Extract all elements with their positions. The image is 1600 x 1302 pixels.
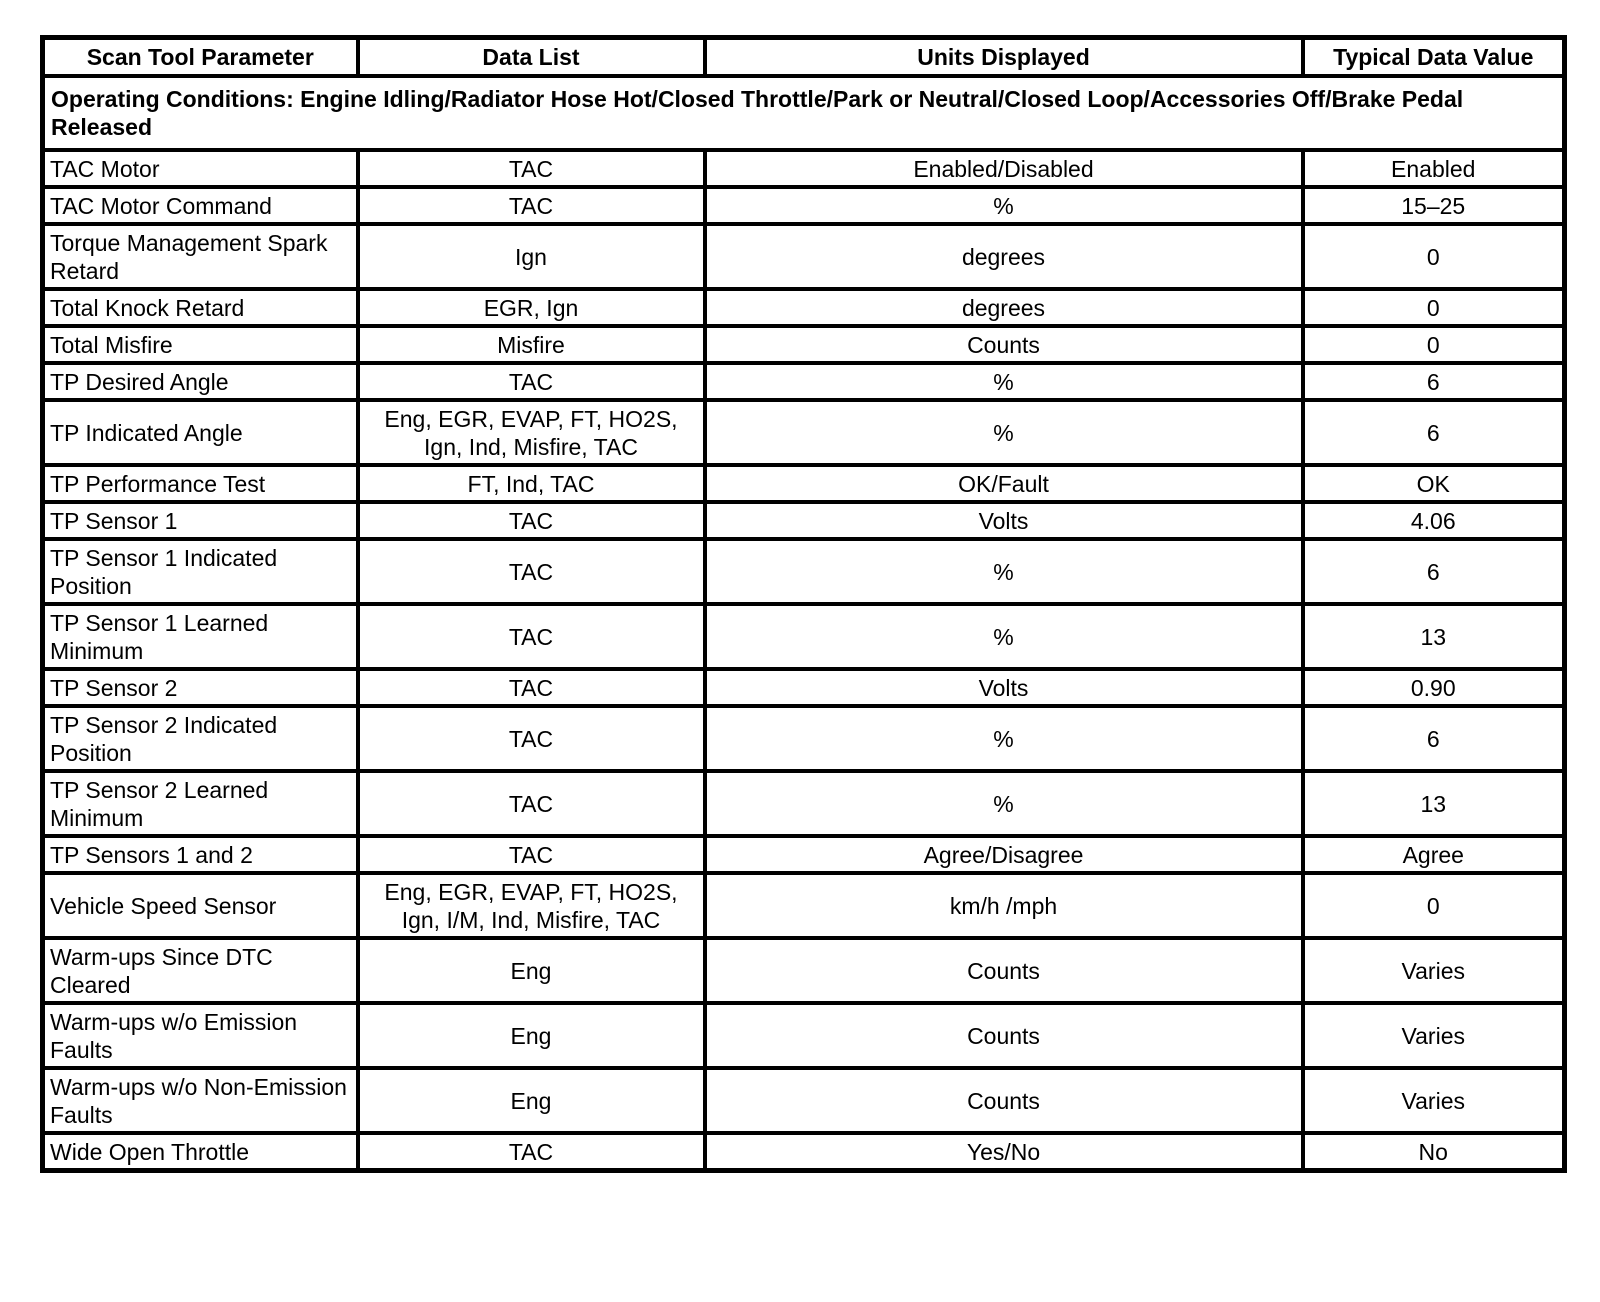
units-cell: Agree/Disagree [705,836,1303,873]
parameter-cell: TP Sensor 1 Learned Minimum [43,604,358,669]
parameter-cell: TP Sensors 1 and 2 [43,836,358,873]
parameter-cell: Total Misfire [43,326,358,363]
table-row [43,1068,1565,1133]
data-list-cell: TAC [358,502,705,539]
units-cell: Enabled/Disabled [705,150,1303,187]
table-row [43,836,1565,873]
table-row [43,465,1565,502]
parameter-cell: Warm-ups w/o Non-Emission Faults [43,1068,358,1133]
table-row [43,1133,1565,1171]
typical-value-cell: 0 [1303,289,1565,326]
table-row [43,224,1565,289]
data-list-cell: Eng, EGR, EVAP, FT, HO2S, Ign, I/M, Ind, Misfire, TAC [358,873,705,938]
typical-value-cell: 0.90 [1303,669,1565,706]
typical-value-cell: 0 [1303,873,1565,938]
typical-value-cell: Varies [1303,1068,1565,1133]
data-list-cell: TAC [358,771,705,836]
table-row [43,539,1565,604]
data-list-cell: EGR, Ign [358,289,705,326]
table-row [43,187,1565,224]
typical-value-cell: 0 [1303,224,1565,289]
table-row [43,771,1565,836]
units-cell: % [705,771,1303,836]
data-list-cell: TAC [358,539,705,604]
units-cell: Counts [705,1003,1303,1068]
units-cell: % [705,187,1303,224]
table-row [43,326,1565,363]
typical-value-cell: OK [1303,465,1565,502]
units-cell: km/h /mph [705,873,1303,938]
data-list-cell: Eng [358,1068,705,1133]
data-list-cell: Eng [358,1003,705,1068]
table-row [43,706,1565,771]
parameter-cell: Total Knock Retard [43,289,358,326]
parameter-cell: Warm-ups w/o Emission Faults [43,1003,358,1068]
typical-value-cell: 0 [1303,326,1565,363]
units-cell: Counts [705,326,1303,363]
units-cell: % [705,604,1303,669]
table-row [43,289,1565,326]
header-scan-tool-parameter: Scan Tool Parameter [43,38,358,77]
parameter-cell: TP Sensor 1 Indicated Position [43,539,358,604]
data-list-cell: TAC [358,669,705,706]
typical-value-cell: 13 [1303,604,1565,669]
data-list-cell: FT, Ind, TAC [358,465,705,502]
parameter-cell: TP Sensor 2 Indicated Position [43,706,358,771]
data-list-cell: TAC [358,706,705,771]
header-row [43,38,1565,77]
units-cell: % [705,363,1303,400]
typical-value-cell: 6 [1303,400,1565,465]
operating-conditions-row [43,76,1565,150]
units-cell: OK/Fault [705,465,1303,502]
data-list-cell: TAC [358,187,705,224]
units-cell: Yes/No [705,1133,1303,1171]
units-cell: % [705,706,1303,771]
data-list-cell: TAC [358,836,705,873]
table-row [43,1003,1565,1068]
typical-value-cell: No [1303,1133,1565,1171]
typical-value-cell: Varies [1303,1003,1565,1068]
units-cell: Volts [705,669,1303,706]
table-row [43,669,1565,706]
parameter-cell: TP Sensor 1 [43,502,358,539]
units-cell: degrees [705,224,1303,289]
data-list-cell: Eng, EGR, EVAP, FT, HO2S, Ign, Ind, Misfire, TAC [358,400,705,465]
typical-value-cell: 6 [1303,363,1565,400]
typical-value-cell: 4.06 [1303,502,1565,539]
typical-value-cell: 6 [1303,706,1565,771]
table-row [43,938,1565,1003]
typical-value-cell: Enabled [1303,150,1565,187]
typical-value-cell: Agree [1303,836,1565,873]
scan-tool-data-table [40,35,1567,1173]
units-cell: Counts [705,938,1303,1003]
typical-value-cell: 15–25 [1303,187,1565,224]
parameter-cell: Torque Management Spark Retard [43,224,358,289]
operating-conditions: Operating Conditions: Engine Idling/Radiator Hose Hot/Closed Throttle/Park or Neutral/Closed Loop/Accessories Off/Brake Pedal Released [43,76,1565,150]
units-cell: % [705,400,1303,465]
table-row [43,400,1565,465]
data-list-cell: Ign [358,224,705,289]
typical-value-cell: 13 [1303,771,1565,836]
header-typical-data-value: Typical Data Value [1303,38,1565,77]
typical-value-cell: 6 [1303,539,1565,604]
data-list-cell: TAC [358,1133,705,1171]
units-cell: degrees [705,289,1303,326]
data-list-cell: TAC [358,604,705,669]
data-list-cell: TAC [358,150,705,187]
typical-value-cell: Varies [1303,938,1565,1003]
units-cell: Volts [705,502,1303,539]
header-units-displayed: Units Displayed [705,38,1303,77]
table-row [43,604,1565,669]
table-row [43,873,1565,938]
units-cell: % [705,539,1303,604]
parameter-cell: TAC Motor [43,150,358,187]
units-cell: Counts [705,1068,1303,1133]
header-data-list: Data List [358,38,705,77]
parameter-cell: TP Sensor 2 [43,669,358,706]
table-row [43,150,1565,187]
parameter-cell: TP Performance Test [43,465,358,502]
parameter-cell: TP Sensor 2 Learned Minimum [43,771,358,836]
parameter-cell: TAC Motor Command [43,187,358,224]
parameter-cell: Warm-ups Since DTC Cleared [43,938,358,1003]
parameter-cell: Wide Open Throttle [43,1133,358,1171]
data-list-cell: Eng [358,938,705,1003]
table-row [43,502,1565,539]
data-list-cell: Misfire [358,326,705,363]
parameter-cell: Vehicle Speed Sensor [43,873,358,938]
parameter-cell: TP Indicated Angle [43,400,358,465]
data-list-cell: TAC [358,363,705,400]
table-row [43,363,1565,400]
parameter-cell: TP Desired Angle [43,363,358,400]
